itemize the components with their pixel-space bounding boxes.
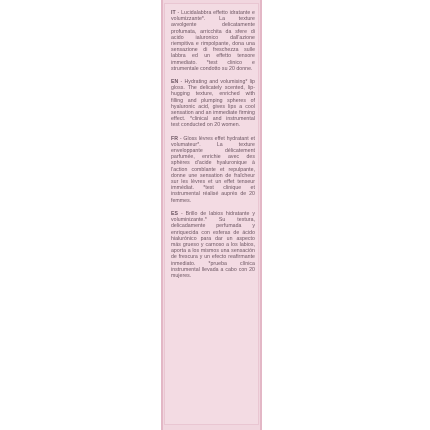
label-strip xyxy=(161,0,262,430)
strip-left-edge xyxy=(161,0,163,430)
lang-code-en: EN xyxy=(171,79,179,86)
label-text xyxy=(171,10,255,286)
lang-code-es: ES xyxy=(171,210,179,217)
label-panel xyxy=(165,4,258,424)
lang-code-fr: FR xyxy=(171,135,179,142)
paragraph-text-fr: - Gloss lèvres effet hydratant et volumateur*. La texture enveloppante délicatement parfumée, enrichie avec des sphères d'acide hyaluronique à l'action comblante et repulpante, donne une sensation de fraîcheur sur les lèvres et un effet tenseur immédiat. *test clinique et instrumental réalisé auprès de 20 femmes. xyxy=(171,135,256,204)
lang-code-it: IT xyxy=(171,10,176,16)
strip-right-edge xyxy=(260,0,262,430)
paragraph-es xyxy=(171,211,255,279)
paragraph-it xyxy=(171,10,255,72)
paragraph-fr xyxy=(171,136,255,204)
paragraph-text-it: - Lucidalabbra effetto idratante e volumizzante*. La texture avvolgente delicatamente profumata, arricchita da sfere di acido ialuronico dall'azione riempitiva e rimpolpante, dona una sensazione di freschezza sulle labbra ed un effetto tensore immediato. *test clinico e strumentale condotto su 20 donne. xyxy=(171,10,255,72)
paragraph-text-es: - Brillo de labios hidratante y voluminizante.* Su textura, delicadamente perfumada y enriquecida con esferas de ácido hialurónico para dar un aspecto más grueso y carnoso a los labios, aporta a los mismos una sensación de frescura y un efecto reafirmante inmediato. *prueba clínica instrumental llevada a cabo con 20 mujeres. xyxy=(171,210,255,279)
paragraph-text-en: - Hydrating and volumising* lip gloss. The delicately scented, lip-hugging texture, enriched with filling and plumping spheres of hyaluronic acid, gives lips a cool sensation and an immediate firming effect. *clinical and instrumental test conducted on 20 women. xyxy=(171,79,255,129)
paragraph-en xyxy=(171,79,255,129)
